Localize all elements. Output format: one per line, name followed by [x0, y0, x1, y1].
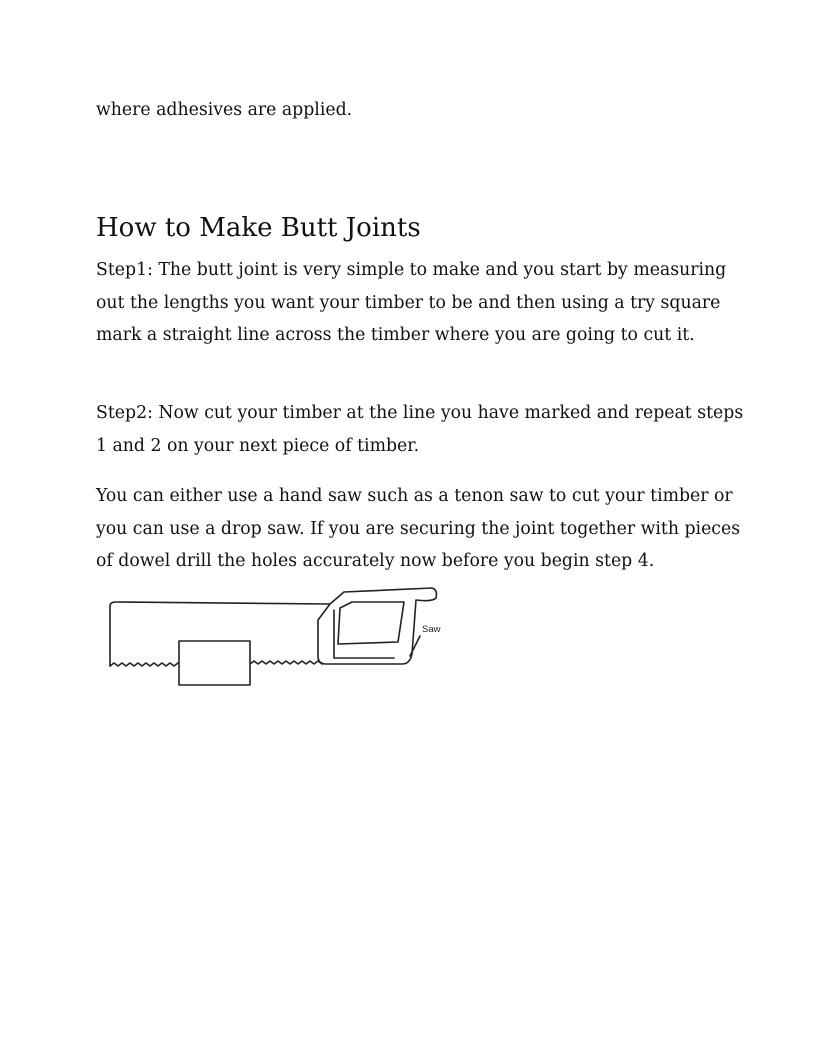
intro-tail-paragraph: where adhesives are applied.	[96, 100, 353, 120]
step2-paragraph: Step2: Now cut your timber at the line you have marked and repeat steps 1 and 2 on your next piece of timber.	[96, 403, 744, 456]
section-heading: How to Make Butt Joints	[96, 213, 421, 243]
step1-paragraph: Step1: The butt joint is very simple to make and you start by measuring out the lengths you want your timber to be and then using a try square mark a straight line across the timber where you are going to cut it.	[96, 260, 727, 345]
hand-saw-illustration	[104, 584, 448, 692]
saw-note-paragraph: You can either use a hand saw such as a tenon saw to cut your timber or you can use a drop saw. If you are securing the joint together with pieces of dowel drill the holes accurately now before you begin step 4.	[96, 486, 741, 571]
saw-label: Saw	[422, 624, 441, 635]
saw-figure	[104, 584, 448, 692]
